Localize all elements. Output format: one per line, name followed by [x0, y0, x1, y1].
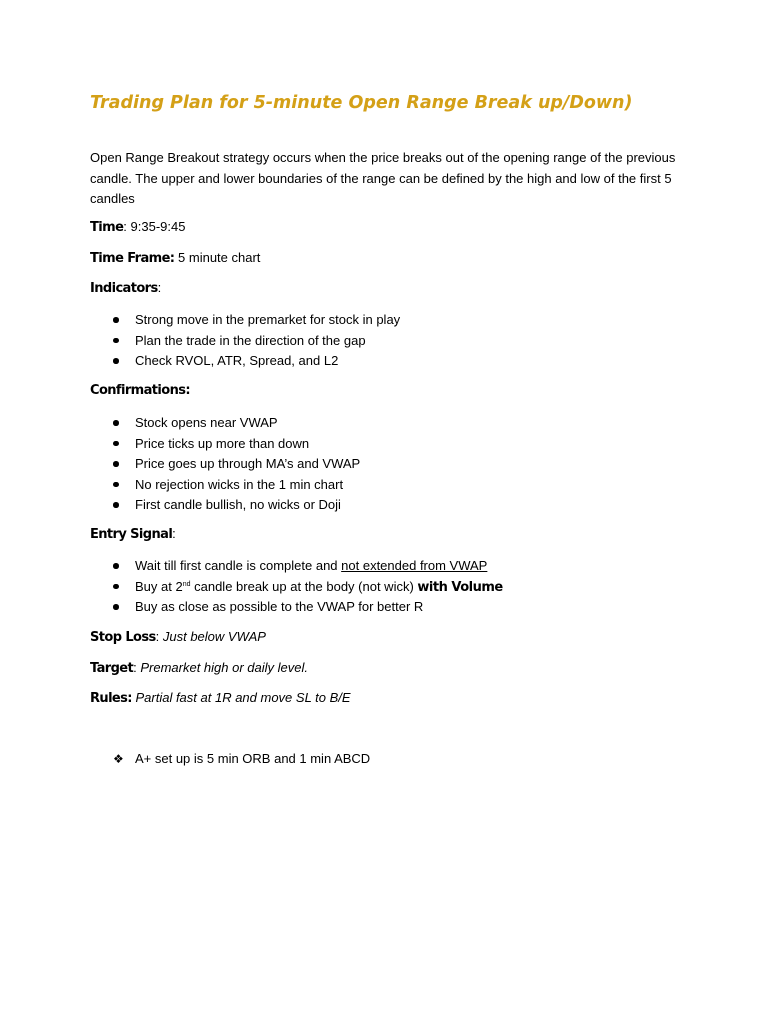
stop-loss-label: Stop Loss: [90, 630, 156, 645]
intro-paragraph: Open Range Breakout strategy occurs when the price breaks out of the opening range of the previous candle. The upper and lower boundaries of the range can be defined by the high and low of the first 5 candles: [90, 150, 676, 206]
entry-signal-heading: [90, 526, 176, 542]
list-item: No rejection wicks in the 1 min chart: [90, 475, 360, 496]
entry-item1-text: Wait till first candle is complete and: [135, 558, 342, 573]
note-text: A+ set up is 5 min ORB and 1 min ABCD: [135, 751, 371, 766]
confirmations-heading: [90, 382, 190, 398]
time-separator: :: [123, 219, 131, 234]
note-line: [90, 751, 370, 766]
target-separator: :: [133, 660, 141, 675]
list-item: Stock opens near VWAP: [90, 413, 360, 434]
confirmations-label: Confirmations:: [90, 383, 190, 398]
time-frame-line: [90, 250, 260, 266]
document-title: Trading Plan for 5-minute Open Range Break up/Down): [90, 93, 633, 113]
entry-signal-separator: :: [172, 526, 176, 541]
list-item: Price goes up through MA’s and VWAP: [90, 454, 360, 475]
time-value: 9:35-9:45: [130, 219, 186, 234]
time-label: Time: [90, 220, 124, 235]
list-item: Check RVOL, ATR, Spread, and L2: [90, 351, 400, 372]
entry-item2-bold: with Volume: [417, 579, 503, 595]
list-item: Price ticks up more than down: [90, 434, 360, 455]
target-label: Target: [90, 661, 134, 676]
target-line: [90, 660, 308, 676]
time-line: [90, 219, 185, 235]
target-value: Premarket high or daily level.: [140, 660, 308, 675]
entry-item2-superscript: nd: [182, 580, 191, 588]
diamond-bullet-icon: ❖: [113, 752, 124, 766]
time-frame-value: 5 minute chart: [174, 250, 261, 265]
time-frame-label: Time Frame:: [90, 251, 175, 266]
rules-line: [90, 690, 351, 706]
rules-label: Rules:: [90, 691, 132, 706]
indicators-separator: :: [157, 280, 162, 295]
entry-signal-label: Entry Signal: [90, 527, 173, 542]
list-item: Buy as close as possible to the VWAP for better R: [90, 597, 503, 618]
list-item: [90, 556, 503, 577]
entry-item2-text: Buy at 2: [135, 578, 183, 594]
list-item: Plan the trade in the direction of the gap: [90, 331, 400, 352]
stop-loss-line: [90, 629, 266, 645]
stop-loss-separator: :: [155, 629, 163, 644]
entry-item1-underlined: not extended from VWAP: [341, 558, 488, 573]
stop-loss-value: Just below VWAP: [162, 629, 266, 644]
list-item: First candle bullish, no wicks or Doji: [90, 495, 360, 516]
confirmations-list: [90, 413, 360, 516]
list-item: [90, 577, 503, 598]
entry-signal-list: [90, 556, 503, 618]
rules-value: Partial fast at 1R and move SL to B/E: [131, 690, 351, 705]
indicators-label: Indicators: [90, 281, 158, 296]
indicators-heading: [90, 280, 161, 296]
list-item: Strong move in the premarket for stock in play: [90, 310, 400, 331]
entry-item2-middle: candle break up at the body (not wick): [190, 578, 418, 594]
indicators-list: [90, 310, 400, 372]
